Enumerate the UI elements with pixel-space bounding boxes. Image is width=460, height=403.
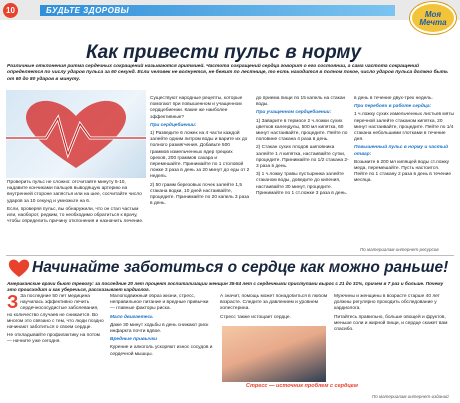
article-source: По материалам интернет-ресурсов <box>360 247 439 252</box>
paragraph: Стресс также истощает сердце. <box>220 314 291 320</box>
article-column-8 <box>334 294 454 398</box>
paragraph: 1 ч.ложку сухих измельченных листьев мяты перечной залейте стаканом кипятка, 20 минут настаивайте, процедите. Пейте по 1/4 стакана небольшими глотками в течение дня. <box>354 112 454 143</box>
paragraph: в день в течение двух-трех недель. <box>354 96 433 101</box>
paragraph: Питайтесь правильно, больше овощей и фруктов, меньше соли и жирной пищи, и сердце скажет вам спасибо. <box>334 314 448 333</box>
paragraph: 2) Стакан сухих плодов шиповника залейте 1 л кипятка, настаивайте сутки, процедите. Принимайте по 1/2 стакана 2-3 раза в день. <box>256 145 349 170</box>
paragraph: Возьмите в 200 мл кипящей воды ст.ложку меда, перемешайте. Пусть настоится. Пейте по 1 стакану 2 раза в день в течение месяца. <box>354 159 452 184</box>
article-divider <box>6 255 454 256</box>
page-number: 10 <box>3 3 18 18</box>
article-headline: Как привести пульс в норму <box>86 42 362 63</box>
paragraph: Не откладывайте профилактику на потом — начните уже сегодня. <box>7 333 100 345</box>
article-column-3 <box>256 96 349 252</box>
subheading: При учащенном сердцебиении: <box>256 110 332 116</box>
article-column-1 <box>7 180 145 254</box>
paragraph: 1) Разведите 6 ложек на 4 части каждой залейте одним литром воды и варите их до полного размягчения. Добавьте 500 граммов измельченных ядер грецких орехов, 200 граммов сахара и перемешайте. Принимайте по 1 столовой ложке 3 раза в день за 20 минут до еды от 2 недель. <box>150 131 250 180</box>
paragraph <box>7 294 104 331</box>
paragraph: Существуют народные рецепты, которые помогают при повышенном и учащенном сердцебиении. Какие же наиболее эффективные? <box>150 96 243 120</box>
paragraph: 3) 1 ч.ложку травы пустырника залейте стаканом воды, доведите до кипения, настаивайте 30 минут, процедите. Принимайте по 1 ст.ложке 3 раза в день. <box>256 172 348 196</box>
paragraph: Если, проверяя пульс, вы обнаружили, что он стал частым или, наоборот, редким, то необходимо обратиться к врачу, чтобы определить причину отклонения и назначить лечение. <box>7 206 144 225</box>
article-column-4 <box>354 96 454 252</box>
heart-pulse-icon <box>6 90 146 178</box>
stressed-woman-photo <box>222 326 326 382</box>
paragraph-text: За последние 50 лет медицина научилась эффективно лечить сердечнососудистые заболевания, но количество случаев не снижается. Во многом это связано с тем, что люди поздно начинают заботиться о своем сердце. <box>7 294 104 331</box>
logo-text: Моя Мечта <box>419 10 447 27</box>
article-column-5 <box>7 294 104 398</box>
drop-cap: З <box>7 294 19 312</box>
paragraph: Проверить пульс не сложно: отсчитайте минуту 5-10, надавите кончиками пальцев выводящую артерию на внутренней стороне запястья или на шее, сосчитайте число ударов за 10 секунд и умножьте на 6. <box>7 180 142 204</box>
article-source: По материалам интернет-изданий <box>372 394 449 399</box>
page-header <box>0 0 460 20</box>
paragraph: Малоподвижный образ жизни, стресс, неправильное питание и вредные привычки — главные факторы риска. <box>110 294 209 312</box>
subheading: Вредные привычки <box>110 337 158 343</box>
paragraph: Курение и алкоголь ускоряют износ сосудов и сердечной мышцы. <box>110 345 213 357</box>
article-column-6 <box>110 294 214 398</box>
subheading: Мало двигаетесь <box>110 314 154 320</box>
article-lead: Различные отклонения ритма сердечных сокращений называются аритмией. Частота сокращений сердца говорит о его состоянии, а сама частота сокращений определяется по числу ударов пульса за 60 секунд. Если человек не волнуется, не бежит по лестнице, то есть находится в полном покое, число ударов пульса должно быть от 60 до 80 ударов в минуту. <box>7 64 449 82</box>
paragraph: 2) 50 грамм березовых почек залейте 1,5 стакана водки, 10 дней настаивайте, процедите. Принимайте по 20 капель 3 раза в день. <box>150 182 250 207</box>
subheading: При перебоях в работе сердца: <box>354 104 432 110</box>
paragraph: до приема пищи по 15 капель на стакан воды. <box>256 96 346 108</box>
section-title: БУДЬТЕ ЗДОРОВЫ <box>46 6 130 15</box>
magazine-logo <box>410 2 456 34</box>
photo-caption: Стресс — источник проблем с сердцем <box>246 383 358 389</box>
article-column-2 <box>150 96 250 252</box>
paragraph: Даже 30 минут ходьбы в день снижают риск инфаркта почти вдвое. <box>110 322 209 335</box>
article-lead: Американские врачи бьют тревогу: за последние 20 лет процент госпитализации женщин 35-54 лет с сердечными приступами вырос с 21 до 31%, причем в 7 раз и больше. Почему это происходит и как уберечься, рассказывает кардиолог. <box>7 281 444 293</box>
subheading: Повышенный пульс в норму и частый отвар: <box>354 145 449 157</box>
heart-icon <box>8 258 30 278</box>
heart-pulse-photo <box>6 90 146 178</box>
article-column-7 <box>220 294 328 324</box>
article-headline: Начинайте заботиться о сердце как можно раньше! <box>32 259 449 276</box>
paragraph: Мужчины и женщины в возрасте старше 40 лет должны регулярно проходить обследование у кардиолога. <box>334 294 440 312</box>
subheading: При сердцебиении: <box>150 122 197 128</box>
paragraph: А значит, помощь может понадобиться в любом возрасте. Следите за давлением и уровнем холестерина. <box>220 294 328 312</box>
paragraph: 1) Заварите в термосе 2 ч.ложки сухих цветков календулы, 500 мл кипятка, 60 минут настаивайте, процедите. Пейте по половине стакана 4 раза в день. <box>256 118 348 143</box>
